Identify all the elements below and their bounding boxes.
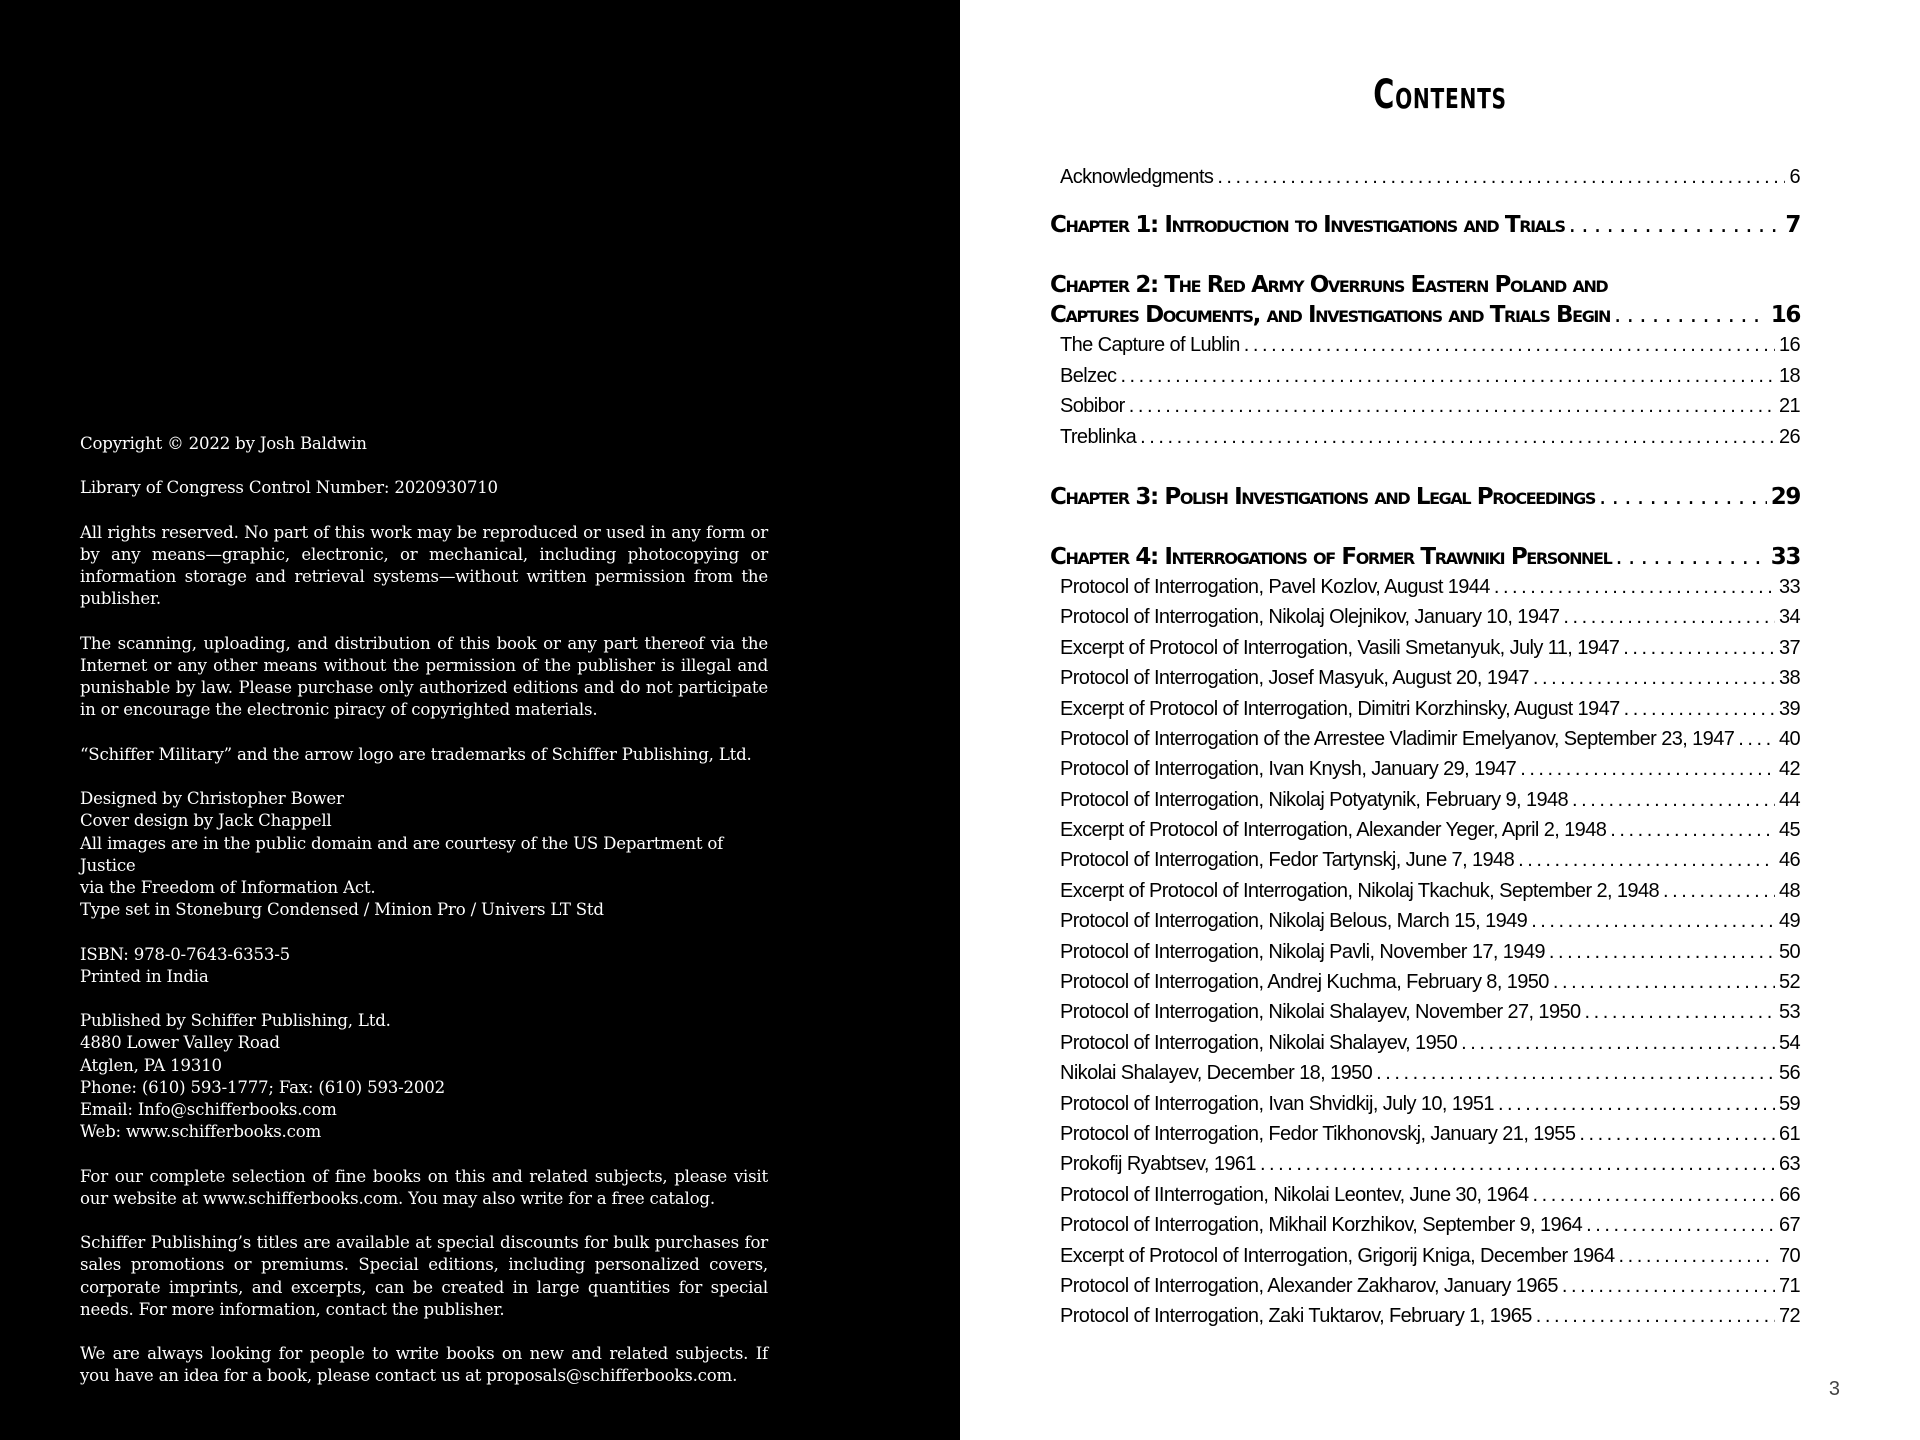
entry-page: 26 (1778, 425, 1800, 448)
entry-page: 16 (1778, 334, 1800, 357)
imprint-block (80, 433, 768, 1410)
entry-title: Protocol of Interrogation, Nikolai Shalayev, 1950 (1060, 1031, 1458, 1054)
dot-leader (1615, 542, 1766, 572)
entry-title: The Capture of Lublin (1060, 334, 1240, 357)
entry-page: 59 (1778, 1092, 1800, 1115)
toc-entry (1050, 845, 1800, 875)
copyright-line: Copyright © 2022 by Josh Baldwin (80, 434, 367, 453)
toc-entry (1050, 1241, 1800, 1271)
entry-page: 46 (1778, 849, 1800, 872)
dot-leader (1536, 1301, 1775, 1331)
contents-page (960, 0, 1920, 1440)
dot-leader (1619, 1241, 1775, 1271)
entry-title: Excerpt of Protocol of Interrogation, Dimitri Korzhinsky, August 1947 (1060, 697, 1620, 720)
chapter-page: 33 (1770, 543, 1800, 570)
entry-page: 42 (1778, 758, 1800, 781)
toc-entry (1050, 876, 1800, 906)
dot-leader (1614, 300, 1767, 330)
entry-title: Protocol of Interrogation, Fedor Tartynskj, June 7, 1948 (1060, 849, 1515, 872)
entry-title: Excerpt of Protocol of Interrogation, Alexander Yeger, April 2, 1948 (1060, 819, 1607, 842)
dot-leader (1572, 785, 1775, 815)
dot-leader (1494, 572, 1775, 602)
toc-entry (1050, 1058, 1800, 1088)
toc-entry (1050, 663, 1800, 693)
page-number: 3 (1828, 1378, 1840, 1400)
chapter-title: Captures Documents, and Investigations and Trials Begin (1050, 302, 1610, 329)
entry-title: Treblinka (1060, 425, 1137, 448)
entry-page: 37 (1778, 636, 1800, 659)
entry-title: Protocol of Interrogation of the Arrestee Vladimir Emelyanov, September 23, 1947 (1060, 727, 1735, 750)
entry-title: Protocol of Interrogation, Andrej Kuchma, February 8, 1950 (1060, 971, 1549, 994)
toc-entry (1050, 937, 1800, 967)
dot-leader (1217, 162, 1785, 192)
dot-leader (1531, 906, 1775, 936)
dot-leader (1623, 633, 1775, 663)
entry-title: Excerpt of Protocol of Interrogation, Nikolaj Tkachuk, September 2, 1948 (1060, 879, 1659, 902)
selection-paragraph: For our complete selection of fine books on this and related subjects, please visit our website at www.schifferbooks.com. You may also write for a free catalog. (80, 1166, 768, 1208)
dot-leader (1140, 422, 1775, 452)
entry-page: 53 (1778, 1001, 1800, 1024)
toc-chapter-4 (1050, 542, 1800, 572)
toc-chapter-2 (1050, 300, 1800, 330)
dot-leader (1562, 1271, 1775, 1301)
dot-leader (1599, 482, 1767, 512)
entry-page: 71 (1778, 1274, 1800, 1297)
dot-leader (1260, 1149, 1775, 1179)
toc-entry (1050, 967, 1800, 997)
toc-chapter-2-line1: Chapter 2: The Red Army Overruns Eastern Poland and (1050, 272, 1608, 299)
entry-title: Protocol of Interrogation, Fedor Tikhonovskj, January 21, 1955 (1060, 1122, 1576, 1145)
entry-title: Protocol of Interrogation, Mikhail Korzhikov, September 9, 1964 (1060, 1214, 1583, 1237)
dot-leader (1244, 330, 1775, 360)
entry-page: 61 (1778, 1122, 1800, 1145)
toc-entry (1050, 391, 1800, 421)
dot-leader (1120, 361, 1775, 391)
designed-by: Designed by Christopher Bower (80, 789, 344, 809)
dot-leader (1586, 1210, 1775, 1240)
entry-page: 45 (1778, 819, 1800, 842)
entry-page: 33 (1778, 575, 1800, 598)
address-line-2: Atglen, PA 19310 (80, 1055, 222, 1075)
toc-entry (1050, 724, 1800, 754)
dot-leader (1563, 602, 1775, 632)
toc-chapter-1 (1050, 210, 1800, 240)
toc-entry (1050, 1271, 1800, 1301)
toc-entry (1050, 1180, 1800, 1210)
entry-page: 63 (1778, 1153, 1800, 1176)
entry-page: 38 (1778, 667, 1800, 690)
chapter-title: Chapter 1: Introduction to Investigations and Trials (1050, 212, 1565, 239)
contents-title: Contents (1373, 72, 1507, 118)
toc-entry (1050, 815, 1800, 845)
dot-leader (1585, 997, 1775, 1027)
dot-leader (1579, 1119, 1775, 1149)
table-of-contents (1050, 162, 1800, 1332)
images-credit-1: All images are in the public domain and are courtesy of the US Department of Justice (80, 833, 724, 875)
entry-title: Sobibor (1060, 395, 1125, 418)
entry-title: Excerpt of Protocol of Interrogation, Grigorij Kniga, December 1964 (1060, 1244, 1615, 1267)
chapter-page: 7 (1785, 212, 1800, 239)
entry-title: Protocol of Interrogation, Nikolaj Belous, March 15, 1949 (1060, 910, 1528, 933)
chapter-title: Chapter 3: Polish Investigations and Legal Proceedings (1050, 483, 1596, 510)
discounts-paragraph: Schiffer Publishing’s titles are available at special discounts for bulk purchases for sales promotions or premiums. Special editions, including personalized covers, corporate imprints, and excerpts, can be created in large quantities for special needs. For more information, contact the publisher. (80, 1233, 768, 1319)
isbn: ISBN: 978-0-7643-6353-5 (80, 944, 290, 964)
entry-page: 52 (1778, 971, 1800, 994)
phone-line: Phone: (610) 593-1777; Fax: (610) 593-2002 (80, 1077, 445, 1097)
loc-number: Library of Congress Control Number: 2020930710 (80, 478, 498, 498)
entry-title: Protocol of Interrogation, Nikolaj Pavli, November 17, 1949 (1060, 940, 1545, 963)
entry-page: 34 (1778, 606, 1800, 629)
entry-page: 54 (1778, 1031, 1800, 1054)
address-line-1: 4880 Lower Valley Road (80, 1033, 280, 1053)
entry-page: 21 (1778, 395, 1800, 418)
toc-entry (1050, 1149, 1800, 1179)
publisher-block (80, 1010, 768, 1143)
entry-title: Protocol of Interrogation, Ivan Knysh, January 29, 1947 (1060, 758, 1517, 781)
entry-page: 18 (1778, 364, 1800, 387)
typeset-line: Type set in Stoneburg Condensed / Minion Pro / Univers LT Std (80, 900, 604, 920)
entry-title: Protocol of Interrogation, Pavel Kozlov, August 1944 (1060, 575, 1490, 598)
entry-page: 39 (1778, 697, 1800, 720)
entry-page: 40 (1778, 727, 1800, 750)
entry-page: 48 (1778, 879, 1800, 902)
entry-page: 44 (1778, 788, 1800, 811)
entry-title: Nikolai Shalayev, December 18, 1950 (1060, 1062, 1373, 1085)
toc-entry (1050, 361, 1800, 391)
dot-leader (1520, 754, 1775, 784)
dot-leader (1549, 937, 1775, 967)
toc-entry (1050, 572, 1800, 602)
entry-page: 70 (1778, 1244, 1800, 1267)
dot-leader (1610, 815, 1775, 845)
chapter-4-entries (1050, 572, 1800, 1332)
toc-entry (1050, 422, 1800, 452)
dot-leader (1461, 1028, 1775, 1058)
entry-page: 49 (1778, 910, 1800, 933)
printed-in: Printed in India (80, 966, 209, 986)
toc-entry (1050, 754, 1800, 784)
piracy-paragraph: The scanning, uploading, and distribution of this book or any part thereof via the Internet or any other means without the permission of the publisher is illegal and punishable by law. Please purchase only authorized editions and do not participate in or encourage the electronic piracy of copyrighted materials. (80, 633, 768, 720)
toc-entry (1050, 785, 1800, 815)
chapter-title: Chapter 4: Interrogations of Former Trawniki Personnel (1050, 543, 1612, 570)
isbn-block (80, 944, 768, 988)
entry-title: Protocol of Interrogation, Ivan Shvidkij, July 10, 1951 (1060, 1092, 1494, 1115)
toc-entry-acknowledgments (1050, 162, 1800, 192)
entry-title: Protocol of Interrogation, Josef Masyuk, August 20, 1947 (1060, 667, 1529, 690)
entry-title: Protocol of Interrogation, Nikolaj Potyatynik, February 9, 1948 (1060, 788, 1569, 811)
dot-leader (1663, 876, 1775, 906)
entry-page: 6 (1789, 166, 1800, 188)
toc-entry (1050, 330, 1800, 360)
email-line: Email: Info@schifferbooks.com (80, 1099, 337, 1119)
entry-title: Protocol of Interrogation, Zaki Tuktarov, February 1, 1965 (1060, 1305, 1532, 1328)
entry-page: 66 (1778, 1183, 1800, 1206)
publisher-name: Published by Schiffer Publishing, Ltd. (80, 1011, 391, 1031)
rights-paragraph: All rights reserved. No part of this work may be reproduced or used in any form or by any means—graphic, electronic, or mechanical, including photocopying or information storage and retrieval systems—without written permission from the publisher. (80, 522, 768, 609)
cover-design: Cover design by Jack Chappell (80, 811, 332, 831)
dot-leader (1553, 967, 1775, 997)
dot-leader (1376, 1058, 1775, 1088)
dot-leader (1738, 724, 1775, 754)
entry-title: Prokofij Ryabtsev, 1961 (1060, 1153, 1256, 1176)
entry-title: Protocol of Interrogation, Nikolai Shalayev, November 27, 1950 (1060, 1001, 1581, 1024)
toc-entry (1050, 1210, 1800, 1240)
toc-entry (1050, 1089, 1800, 1119)
chapter-page: 16 (1770, 302, 1800, 329)
toc-entry (1050, 1119, 1800, 1149)
authors-paragraph: We are always looking for people to write books on new and related subjects. If you have an idea for a book, please contact us at proposals@schifferbooks.com. (80, 1344, 768, 1386)
dot-leader (1533, 663, 1775, 693)
toc-entry (1050, 1301, 1800, 1331)
toc-chapter-3 (1050, 482, 1800, 512)
entry-page: 72 (1778, 1305, 1800, 1328)
chapter-page: 29 (1770, 483, 1800, 510)
entry-title: Protocol of Interrogation, Nikolaj Olejnikov, January 10, 1947 (1060, 606, 1560, 629)
entry-page: 56 (1778, 1062, 1800, 1085)
trademark-line: “Schiffer Military” and the arrow logo are trademarks of Schiffer Publishing, Ltd. (80, 744, 752, 764)
entry-title: Belzec (1060, 364, 1117, 387)
dot-leader (1518, 845, 1775, 875)
entry-title: Acknowledgments (1060, 166, 1214, 188)
web-line: Web: www.schifferbooks.com (80, 1122, 322, 1142)
entry-title: Protocol of Interrogation, Alexander Zakharov, January 1965 (1060, 1274, 1558, 1297)
dot-leader (1532, 1180, 1774, 1210)
dot-leader (1129, 391, 1775, 421)
dot-leader (1569, 210, 1782, 240)
entry-title: Protocol of IInterrogation, Nikolai Leontev, June 30, 1964 (1060, 1183, 1529, 1206)
entry-title: Excerpt of Protocol of Interrogation, Vasili Smetanyuk, July 11, 1947 (1060, 636, 1620, 659)
images-credit-2: via the Freedom of Information Act. (80, 877, 376, 897)
toc-entry (1050, 602, 1800, 632)
toc-entry (1050, 694, 1800, 724)
chapter-2-entries (1050, 330, 1800, 452)
dot-leader (1498, 1089, 1775, 1119)
toc-entry (1050, 906, 1800, 936)
toc-entry (1050, 1028, 1800, 1058)
credits-block (80, 788, 768, 921)
toc-entry (1050, 997, 1800, 1027)
entry-page: 67 (1778, 1214, 1800, 1237)
entry-page: 50 (1778, 940, 1800, 963)
toc-entry (1050, 633, 1800, 663)
dot-leader (1624, 694, 1775, 724)
